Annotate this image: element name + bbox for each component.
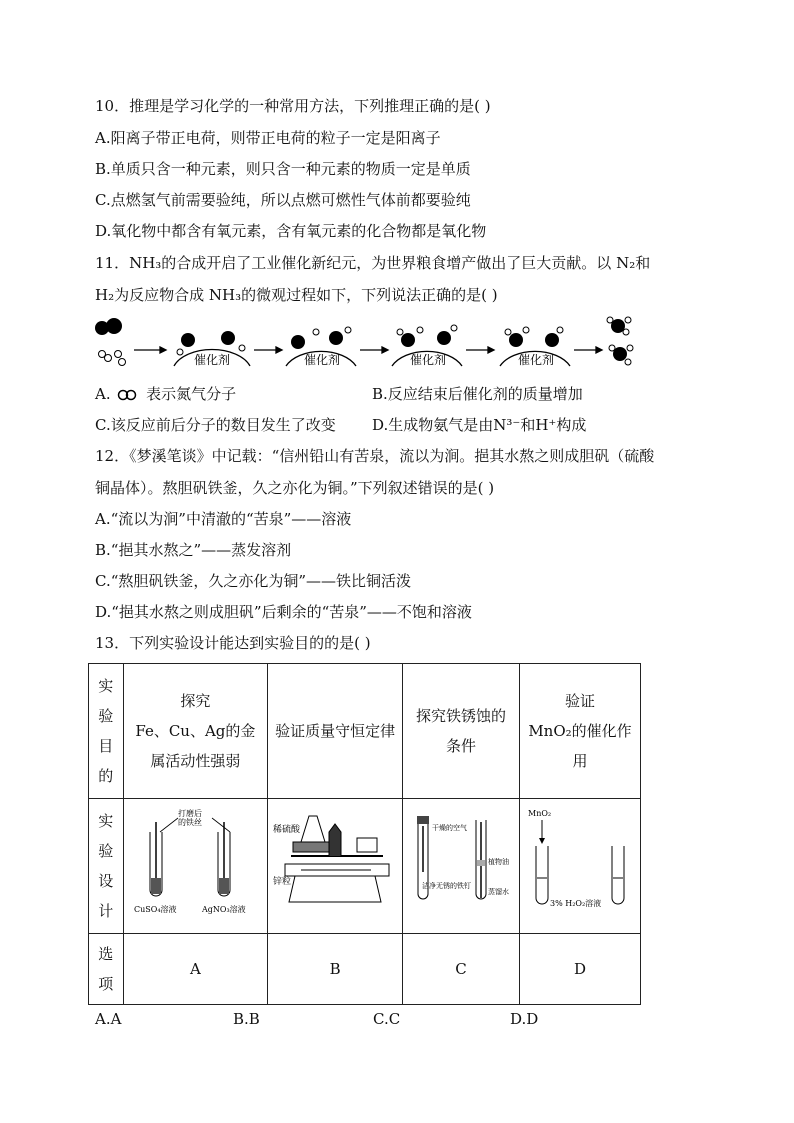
q12-stem-line1: 12．《梦溪笔谈》中记载：“信州铅山有苦泉，流以为涧。挹其水熬之则成胆矾（硫酸 — [95, 447, 655, 465]
q12-option-b: B.“挹其水熬之”——蒸发溶剂 — [95, 541, 292, 559]
table-row — [89, 934, 641, 1005]
svg-text:AgNO₃溶液: AgNO₃溶液 — [202, 905, 247, 914]
catalyst-label-4: 催化剂 — [518, 353, 555, 367]
q11-option-a-text: 表示氮气分子 — [146, 385, 237, 403]
q11-option-c: C.该反应前后分子的数目发生了改变 — [95, 416, 336, 434]
option-c-cell: C — [403, 934, 520, 1005]
q11-option-d: D.生成物氨气是由N³⁻和H⁺构成 — [372, 416, 587, 434]
svg-text:3% H₂O₂溶液: 3% H₂O₂溶液 — [550, 899, 602, 908]
q11-option-a — [95, 384, 236, 404]
row-head-purpose: 实验目的 — [89, 664, 124, 799]
svg-text:打磨后的铁丝: 打磨后的铁丝 — [178, 809, 203, 827]
table-row — [89, 799, 641, 934]
q10-option-c: C.点燃氢气前需要验纯，所以点燃可燃性气体前都要验纯 — [95, 191, 471, 209]
synthesis-process-diagram — [90, 316, 650, 372]
purpose-c: 探究铁锈蚀的条件 — [403, 664, 520, 799]
q10-stem: 10．推理是学习化学的一种常用方法，下列推理正确的是( ) — [95, 97, 491, 115]
catalyst-label-1: 催化剂 — [194, 353, 231, 367]
q12-stem-line2: 铜晶体）。熬胆矾铁釜，久之亦化为铜。”下列叙述错误的是( ) — [95, 479, 495, 497]
design-b-figure — [268, 799, 403, 934]
svg-text:锌粒: 锌粒 — [273, 877, 292, 887]
purpose-a: 探究 Fe、Cu、Ag的金属活动性强弱 — [123, 664, 268, 799]
table-row — [89, 664, 641, 799]
design-d-figure — [520, 799, 641, 934]
q13-answer-d: D.D — [510, 1010, 539, 1028]
q13-answer-b: B.B — [233, 1010, 260, 1028]
q10-option-a: A.阳离子带正电荷，则带正电荷的粒子一定是阳离子 — [95, 129, 441, 147]
row-head-option: 选项 — [89, 934, 124, 1005]
option-d-cell: D — [520, 934, 641, 1005]
purpose-b: 验证质量守恒定律 — [268, 664, 403, 799]
purpose-d: 验证 MnO₂的催化作用 — [520, 664, 641, 799]
svg-text:蒸馏水: 蒸馏水 — [488, 888, 510, 896]
q13-answer-a: A.A — [95, 1010, 122, 1028]
design-a-figure — [123, 799, 268, 934]
q12-option-d: D.“挹其水熬之则成胆矾”后剩余的“苦泉”——不饱和溶液 — [95, 603, 472, 621]
q12-option-a: A.“流以为涧”中清澈的“苦泉”——溶液 — [95, 510, 352, 528]
experiment-table — [88, 663, 641, 1005]
row-head-design: 实验设计 — [89, 799, 124, 934]
q10-option-b: B.单质只含一种元素，则只含一种元素的物质一定是单质 — [95, 160, 471, 178]
option-a-cell: A — [123, 934, 268, 1005]
nitrogen-molecule-icon — [117, 389, 139, 401]
svg-text:MnO₂: MnO₂ — [528, 809, 552, 818]
q11-stem-line2: H₂为反应物合成 NH₃的微观过程如下，下列说法正确的是( ) — [95, 286, 498, 304]
q13-answer-c: C.C — [373, 1010, 401, 1028]
q13-stem: 13．下列实验设计能达到实验目的的是( ) — [95, 634, 371, 652]
catalyst-label-2: 催化剂 — [304, 353, 341, 367]
svg-text:CuSO₄溶液: CuSO₄溶液 — [134, 905, 177, 914]
option-b-cell: B — [268, 934, 403, 1005]
svg-text:洁净无锈的铁钉: 洁净无锈的铁钉 — [422, 882, 472, 890]
catalyst-label-3: 催化剂 — [410, 353, 447, 367]
svg-text:稀硫酸: 稀硫酸 — [273, 825, 301, 835]
design-c-figure — [403, 799, 520, 934]
q11-option-b: B.反应结束后催化剂的质量增加 — [372, 385, 583, 403]
q10-option-d: D.氧化物中都含有氧元素，含有氧元素的化合物都是氧化物 — [95, 222, 487, 240]
q12-option-c: C.“熬胆矾铁釜，久之亦化为铜”——铁比铜活泼 — [95, 572, 412, 590]
svg-text:干燥的空气: 干燥的空气 — [432, 824, 468, 832]
svg-text:植物油: 植物油 — [488, 858, 510, 866]
q11-stem-line1: 11．NH₃的合成开启了工业催化新纪元，为世界粮食增产做出了巨大贡献。以 N₂和 — [95, 254, 651, 272]
q11-option-a-prefix: A. — [95, 385, 111, 403]
